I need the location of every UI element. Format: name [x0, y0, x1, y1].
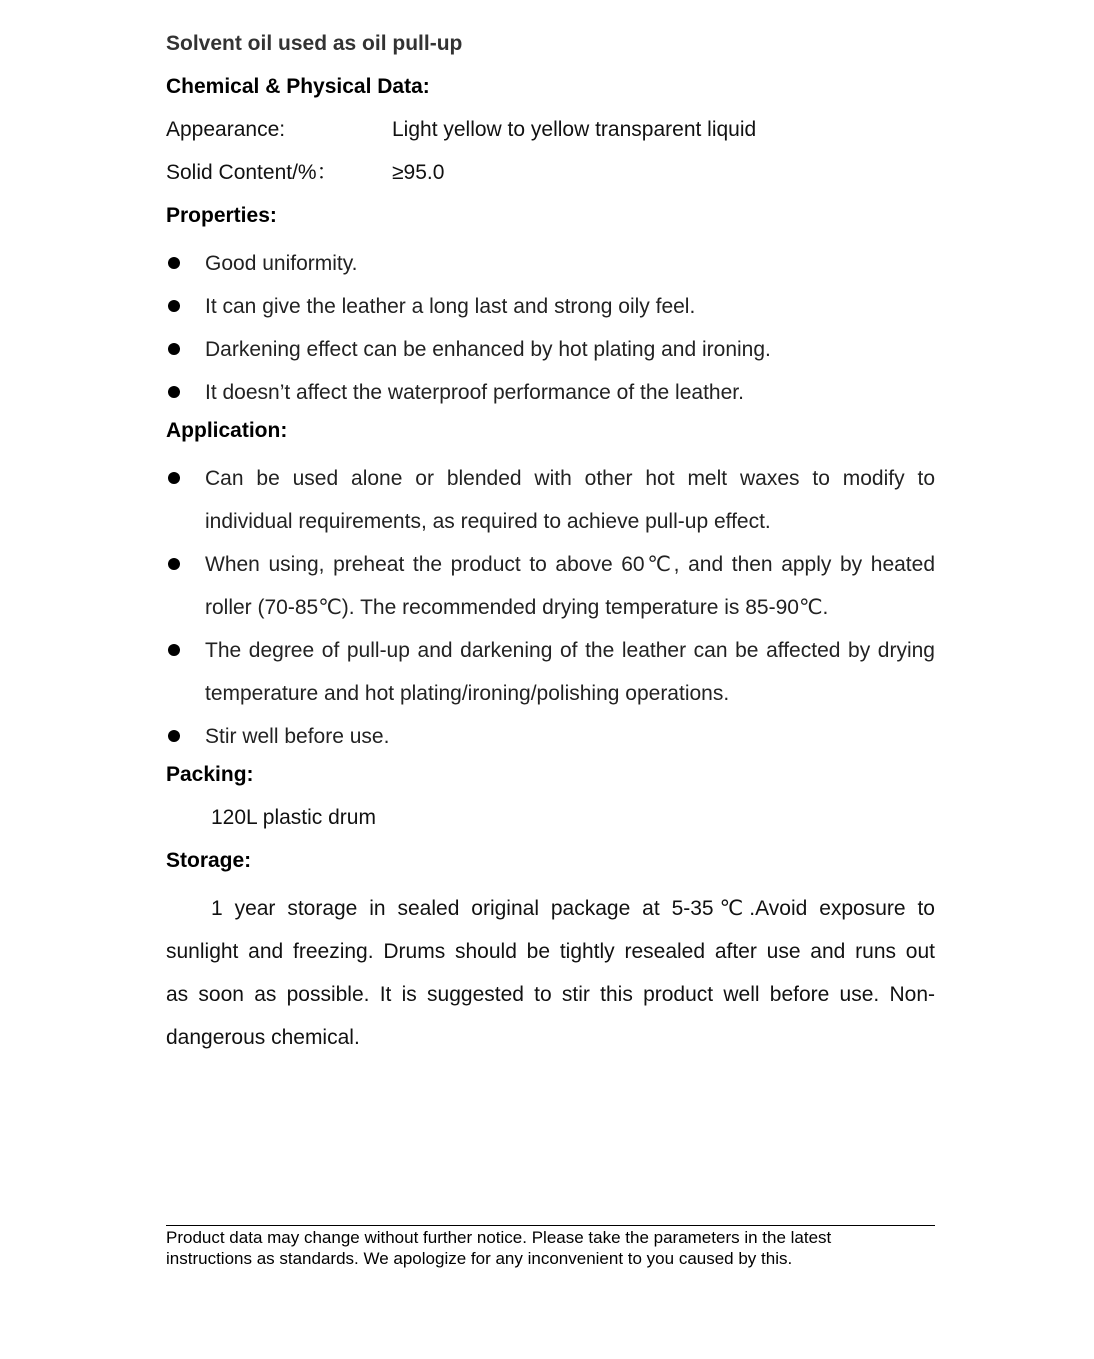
bullet-icon — [168, 472, 180, 484]
list-item: Darkening effect can be enhanced by hot plating and ironing. — [166, 328, 935, 371]
bullet-icon — [168, 257, 180, 269]
footer-line: Product data may change without further notice. Please take the parameters in the latest — [166, 1228, 832, 1247]
properties-heading: Properties: — [166, 204, 277, 227]
list-item: It can give the leather a long last and strong oily feel. — [166, 285, 935, 328]
solid-content-value: ≥95.0 — [392, 161, 445, 184]
list-item: It doesn’t affect the waterproof performance of the leather. — [166, 371, 935, 414]
application-list — [166, 457, 935, 758]
bullet-icon — [168, 644, 180, 656]
bullet-icon — [168, 386, 180, 398]
footer-line: instructions as standards. We apologize for any inconvenient to you caused by this. — [166, 1249, 793, 1268]
appearance-row — [166, 113, 935, 147]
packing-text: 120L plastic drum — [211, 806, 376, 829]
footer-disclaimer — [166, 1225, 935, 1269]
list-item: Good uniformity. — [166, 242, 935, 285]
page-title: Solvent oil used as oil pull-up — [166, 32, 463, 55]
list-item: Can be used alone or blended with other hot melt waxes to modify to individual requirements, as required to achieve pull-up effect. — [166, 457, 935, 543]
list-item: Stir well before use. — [166, 715, 935, 758]
properties-list — [166, 242, 935, 414]
list-item: When using, preheat the product to above 60℃, and then apply by heated roller (70-85℃). The recommended drying temperature is 85-90℃. — [166, 543, 935, 629]
storage-heading: Storage: — [166, 849, 252, 872]
chemical-heading: Chemical & Physical Data: — [166, 75, 430, 98]
bullet-icon — [168, 343, 180, 355]
appearance-value: Light yellow to yellow transparent liquid — [392, 118, 757, 141]
bullet-icon — [168, 558, 180, 570]
storage-paragraph: 1 year storage in sealed original package at 5-35℃.Avoid exposure to sunlight and freezing. Drums should be tightly resealed after use and runs out as soon as possible. It is suggested to stir this product well before use. Non- dangerous chemical. — [166, 897, 935, 1049]
solid-content-label: Solid Content/%： — [166, 161, 338, 184]
packing-heading: Packing: — [166, 763, 254, 786]
solid-content-row — [166, 156, 935, 190]
list-item: The degree of pull-up and darkening of the leather can be affected by drying temperature and hot plating/ironing/polishing operations. — [166, 629, 935, 715]
bullet-icon — [168, 730, 180, 742]
application-heading: Application: — [166, 419, 288, 442]
bullet-icon — [168, 300, 180, 312]
document-body — [166, 27, 935, 1059]
appearance-label: Appearance: — [166, 118, 286, 141]
